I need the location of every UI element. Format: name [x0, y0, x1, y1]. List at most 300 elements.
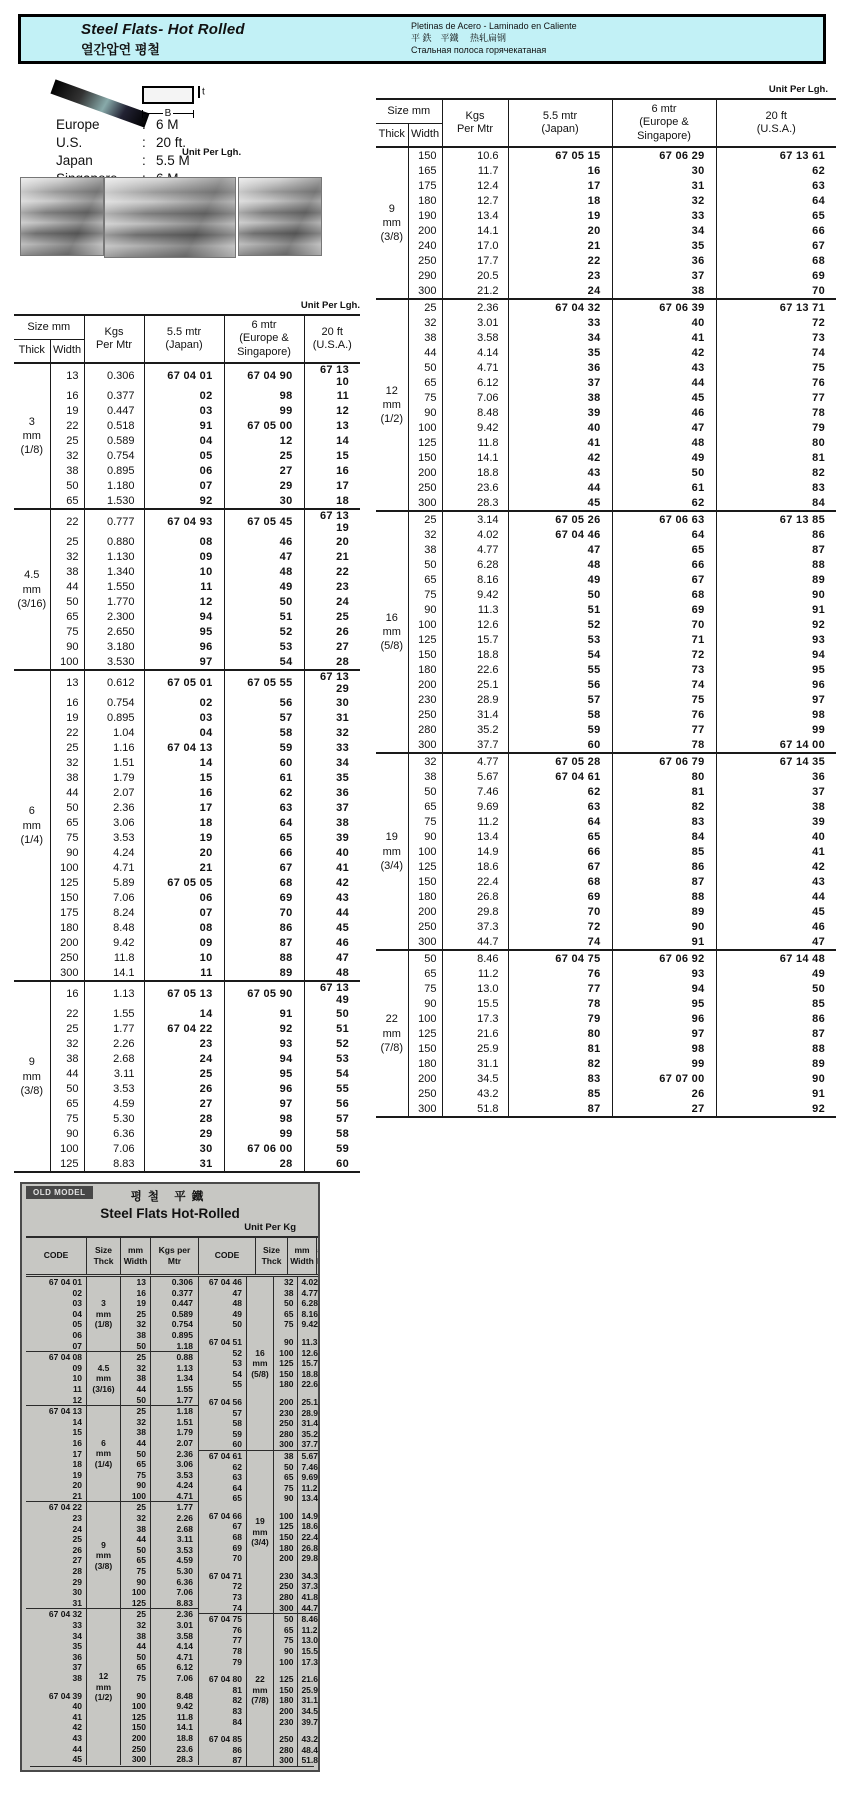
code-cell-japan: 26 [144, 1081, 224, 1096]
width-cell: 90 [283, 1646, 294, 1656]
code-cell-usa: 40 [812, 830, 825, 843]
table-row [14, 875, 360, 890]
spacer [151, 1684, 198, 1691]
width-cell: 25 [50, 740, 84, 755]
code-cell-japan: 82 [508, 1056, 612, 1071]
table-row [14, 785, 360, 800]
code-cell-europe: 84 [612, 829, 716, 844]
header-row [376, 99, 836, 123]
code-column [26, 1406, 87, 1501]
table-row [376, 769, 836, 784]
code-cell-europe: 54 [224, 654, 304, 670]
table-row [14, 448, 360, 463]
code-cell-europe: 45 [612, 390, 716, 405]
width-cell: 65 [283, 1624, 294, 1635]
code-cell-japan: 51 [508, 602, 612, 617]
usa-column-header: 20 ft (U.S.A.) [716, 99, 836, 147]
kgs-per-mtr-cell: 9.42 [442, 420, 508, 435]
table-row [376, 542, 836, 557]
width-cell: 38 [50, 463, 84, 478]
width-cell: 180 [408, 1056, 442, 1071]
width-cell: 180 [408, 193, 442, 208]
table-row [14, 534, 360, 549]
table-row [376, 527, 836, 542]
width-cell: 65 [50, 1096, 84, 1111]
kgs-per-mtr-cell: 2.36 [176, 1609, 193, 1620]
code-cell-japan: 55 [508, 662, 612, 677]
code-cell-japan: 56 [508, 677, 612, 692]
code-cell-japan: 64 [508, 814, 612, 829]
code-cell-japan: 76 [508, 966, 612, 981]
code-cell-europe: 99 [224, 403, 304, 418]
width-cell: 200 [50, 935, 84, 950]
kgs-per-mtr-cell: 11.2 [442, 814, 508, 829]
unit-per-length-label: Unit Per Lgh. [300, 300, 360, 311]
code-cell-usa: 37 [812, 785, 825, 798]
code-cell: 67 04 08 [48, 1352, 82, 1363]
code-cell-japan: 48 [508, 557, 612, 572]
kgs-per-mtr-cell: 11.8 [442, 435, 508, 450]
spacer [199, 1390, 246, 1397]
kgs-per-mtr-cell: 15.5 [442, 996, 508, 1011]
table-row [14, 695, 360, 710]
size-group [199, 1614, 318, 1766]
code-cell-europe: 91 [224, 1006, 304, 1021]
code-cell: 53 [232, 1358, 242, 1369]
code-cell-japan: 65 [508, 829, 612, 844]
kgs-per-mtr-cell: 21.6 [301, 1674, 318, 1685]
code-cell-usa: 26 [336, 625, 349, 638]
code-cell-usa: 79 [812, 421, 825, 434]
kgs-per-mtr-cell: 4.77 [442, 542, 508, 557]
code-cell-japan: 77 [508, 981, 612, 996]
table-row [376, 495, 836, 511]
kgs-per-mtr-cell: 25.1 [301, 1396, 318, 1407]
code-cell: 48 [232, 1298, 242, 1309]
table-row [376, 193, 836, 208]
size-group [199, 1451, 318, 1614]
code-cell-japan: 91 [144, 418, 224, 433]
kgs-per-mtr-cell: 8.24 [84, 905, 144, 920]
list-item [56, 134, 190, 152]
kgs-per-mtr-cell: 28.9 [442, 692, 508, 707]
width-cell: 32 [50, 1036, 84, 1051]
code-cell-japan: 59 [508, 722, 612, 737]
code-cell-europe: 27 [224, 463, 304, 478]
code-cell-usa: 84 [812, 496, 825, 509]
kgs-per-mtr-cell: 43.2 [301, 1734, 318, 1745]
table-row [376, 405, 836, 420]
kgs-per-mtr-cell: 1.550 [84, 579, 144, 594]
spacer [298, 1727, 318, 1734]
steel-flats-photo-3 [238, 177, 322, 256]
code-cell-europe: 31 [612, 178, 716, 193]
width-cell: 300 [279, 1602, 294, 1613]
code-cell-europe: 58 [224, 725, 304, 740]
kgs-per-mtr-cell: 22.4 [442, 874, 508, 889]
table-row [14, 418, 360, 433]
table-row [14, 509, 360, 534]
code-cell-usa: 36 [812, 770, 825, 783]
kgs-per-mtr-cell: 0.880 [84, 534, 144, 549]
table-row [14, 549, 360, 564]
kgs-per-mtr-header: Kgs Per Mtr [84, 315, 144, 363]
code-column [26, 1502, 87, 1608]
kgs-per-mtr-cell: 5.67 [301, 1450, 318, 1461]
code-cell-usa: 20 [336, 535, 349, 548]
width-cell: 90 [408, 602, 442, 617]
code-cell-japan: 67 04 22 [144, 1021, 224, 1036]
kgs-per-mtr-cell: 1.55 [84, 1006, 144, 1021]
code-cell-japan: 21 [144, 860, 224, 875]
width-cell: 200 [408, 1071, 442, 1086]
width-cell: 150 [408, 450, 442, 465]
code-cell-europe: 67 04 90 [224, 363, 304, 388]
code-cell-europe: 49 [224, 579, 304, 594]
kgs-per-mtr-cell: 1.55 [176, 1383, 193, 1394]
spacer [26, 1684, 86, 1691]
table-row [376, 829, 836, 844]
header-line: CODE [214, 1250, 240, 1261]
code-cell-japan: 22 [508, 253, 612, 268]
table-row [376, 147, 836, 163]
kgs-per-mtr-cell: 7.06 [442, 390, 508, 405]
width-cell: 300 [408, 1101, 442, 1117]
spacer [199, 1330, 246, 1337]
code-cell-europe: 26 [612, 1086, 716, 1101]
code-cell: 67 [232, 1521, 242, 1532]
kgs-per-mtr-cell: 5.67 [442, 769, 508, 784]
code-cell: 17 [72, 1448, 82, 1459]
code-cell-usa: 65 [812, 209, 825, 222]
table-row [376, 799, 836, 814]
code-cell-japan: 08 [144, 534, 224, 549]
code-cell-japan: 30 [144, 1141, 224, 1156]
code-cell-europe: 98 [612, 1041, 716, 1056]
code-cell-usa: 76 [812, 376, 825, 389]
code-cell-japan: 74 [508, 934, 612, 950]
kgs-per-mtr-cell: 44.7 [442, 934, 508, 950]
width-cell: 16 [50, 388, 84, 403]
code-cell: 19 [72, 1469, 82, 1480]
kgs-per-mtr-cell: 2.68 [84, 1051, 144, 1066]
code-cell: 28 [72, 1566, 82, 1577]
code-cell-japan: 18 [508, 193, 612, 208]
code-cell: 47 [232, 1287, 242, 1298]
code-cell-japan: 33 [508, 315, 612, 330]
table-row [376, 572, 836, 587]
code-cell: 15 [72, 1427, 82, 1438]
kgs-per-mtr-cell: 14.9 [301, 1510, 318, 1521]
kgs-per-mtr-cell: 11.2 [301, 1482, 318, 1493]
table-row [376, 435, 836, 450]
table-row [14, 624, 360, 639]
kgs-per-mtr-cell: 31.4 [442, 707, 508, 722]
kgs-per-mtr-cell: 3.53 [84, 830, 144, 845]
code-cell-usa: 53 [336, 1052, 349, 1065]
code-cell-usa: 87 [812, 1027, 825, 1040]
code-cell-europe: 50 [612, 465, 716, 480]
code-cell-japan: 18 [144, 815, 224, 830]
code-cell-usa: 67 13 85 [716, 511, 836, 527]
size-group [26, 1502, 199, 1609]
code-cell-usa: 90 [812, 1072, 825, 1085]
table-row [14, 770, 360, 785]
table-header [14, 315, 360, 363]
table-row [14, 800, 360, 815]
kgs-per-mtr-cell: 2.36 [84, 800, 144, 815]
code-cell: 67 04 46 [208, 1277, 242, 1287]
colon: : [142, 153, 146, 168]
width-cell: 250 [50, 950, 84, 965]
code-column [199, 1277, 247, 1450]
kgs-per-mtr-cell: 0.754 [84, 695, 144, 710]
code-cell: 06 [72, 1329, 82, 1340]
code-cell-japan: 03 [144, 710, 224, 725]
width-cell: 50 [50, 800, 84, 815]
code-cell-europe: 69 [612, 602, 716, 617]
old-model-title: Steel Flats Hot-Rolled [100, 1206, 240, 1221]
code-cell-usa: 89 [812, 573, 825, 586]
code-cell-japan: 23 [144, 1036, 224, 1051]
table-row [376, 1071, 836, 1086]
code-cell-europe: 91 [612, 934, 716, 950]
width-cell: 90 [136, 1576, 146, 1587]
kgs-per-mtr-cell: 1.18 [176, 1340, 193, 1351]
kgs-per-mtr-cell: 20.5 [442, 268, 508, 283]
width-cell: 200 [408, 465, 442, 480]
code-cell-usa: 49 [812, 967, 825, 980]
width-column [274, 1614, 298, 1766]
table-row [14, 639, 360, 654]
kgs-column [151, 1277, 199, 1351]
header-line: Width [123, 1256, 148, 1266]
table-row [376, 1056, 836, 1071]
table-row [376, 904, 836, 919]
code-cell-usa: 94 [812, 648, 825, 661]
code-cell-europe: 40 [612, 315, 716, 330]
kgs-per-mtr-cell: 13.4 [442, 829, 508, 844]
code-cell-japan: 53 [508, 632, 612, 647]
width-cell: 50 [283, 1298, 294, 1309]
code-cell-usa: 57 [336, 1112, 349, 1125]
code-cell-europe: 67 05 90 [224, 981, 304, 1006]
code-cell-europe: 61 [612, 480, 716, 495]
code-cell-usa: 39 [812, 815, 825, 828]
code-cell: 41 [72, 1711, 82, 1722]
code-cell-europe: 64 [612, 527, 716, 542]
width-cell: 44 [50, 1066, 84, 1081]
code-cell-usa: 58 [336, 1127, 349, 1140]
code-cell-japan: 68 [508, 874, 612, 889]
kgs-per-mtr-cell: 0.518 [84, 418, 144, 433]
kgs-per-mtr-cell: 4.71 [84, 860, 144, 875]
width-column [121, 1277, 151, 1351]
table-row [376, 1086, 836, 1101]
code-cell-europe: 67 05 45 [224, 509, 304, 534]
width-cell: 25 [136, 1502, 146, 1513]
kgs-per-mtr-cell: 3.530 [84, 654, 144, 670]
kgs-per-mtr-cell: 3.06 [84, 815, 144, 830]
thickness-cell: 3 mm (1/8) [14, 363, 50, 509]
list-item [56, 116, 190, 134]
kgs-column [151, 1406, 199, 1501]
code-cell-japan: 28 [144, 1111, 224, 1126]
code-cell-europe: 47 [612, 420, 716, 435]
code-cell-europe: 65 [612, 542, 716, 557]
code-cell-usa: 67 13 61 [779, 149, 825, 162]
table-row [376, 557, 836, 572]
code-cell-japan: 67 05 01 [144, 670, 224, 695]
kgs-per-mtr-cell: 11.8 [176, 1711, 193, 1722]
code-cell-europe: 67 06 29 [612, 147, 716, 163]
kgs-per-mtr-cell: 5.89 [84, 875, 144, 890]
banner-titles [21, 21, 411, 58]
kgs-per-mtr-cell: 14.1 [176, 1722, 193, 1733]
header-line: mm [294, 1244, 310, 1255]
kgs-per-mtr-cell: 8.48 [176, 1690, 193, 1701]
width-cell: 32 [50, 448, 84, 463]
kgs-per-mtr-cell: 0.306 [171, 1277, 193, 1287]
width-cell: 13 [50, 670, 84, 695]
kgs-per-mtr-cell: 17.7 [442, 253, 508, 268]
width-cell: 300 [408, 934, 442, 950]
width-cell: 25 [50, 534, 84, 549]
table-row [376, 163, 836, 178]
kgs-per-mtr-cell: 7.06 [176, 1672, 193, 1683]
width-cell: 280 [279, 1428, 294, 1439]
code-cell-japan: 19 [508, 208, 612, 223]
kgs-per-mtr-cell: 0.895 [84, 710, 144, 725]
kgs-per-mtr-cell: 7.06 [176, 1587, 193, 1598]
kgs-per-mtr-cell: 21.6 [442, 1026, 508, 1041]
width-cell: 180 [50, 920, 84, 935]
code-cell-japan: 10 [144, 950, 224, 965]
width-cell: 75 [283, 1319, 294, 1330]
width-cell: 32 [50, 549, 84, 564]
kgs-per-mtr-cell: 4.14 [176, 1641, 193, 1652]
code-cell-europe: 67 [612, 572, 716, 587]
code-cell: 18 [72, 1459, 82, 1470]
width-cell: 25 [136, 1609, 146, 1620]
table-row [376, 360, 836, 375]
width-cell: 50 [50, 1081, 84, 1096]
width-cell: 65 [408, 572, 442, 587]
thickness-cell: 4.5 mm (3/16) [14, 509, 50, 670]
code-cell-usa: 91 [812, 1087, 825, 1100]
width-cell: 75 [136, 1566, 146, 1577]
code-cell: 34 [72, 1630, 82, 1641]
table-row [376, 874, 836, 889]
code-cell: 55 [232, 1379, 242, 1390]
kgs-per-mtr-cell: 4.02 [442, 527, 508, 542]
table-row [14, 1111, 360, 1126]
colon: : [142, 117, 146, 132]
code-cell: 67 04 66 [208, 1510, 242, 1521]
code-cell-japan: 35 [508, 345, 612, 360]
width-cell: 38 [408, 542, 442, 557]
table-row [14, 981, 360, 1006]
steel-flats-photo-2 [104, 177, 236, 258]
code-cell-usa: 69 [812, 269, 825, 282]
kgs-per-mtr-cell: 9.42 [301, 1319, 318, 1330]
old-model-header [26, 1238, 318, 1277]
kgs-per-mtr-cell: 0.377 [171, 1287, 193, 1298]
japan-column-header: 5.5 mtr (Japan) [508, 99, 612, 147]
width-cell: 90 [136, 1690, 146, 1701]
kgs-per-mtr-cell: 10.6 [442, 147, 508, 163]
code-cell-europe: 89 [224, 965, 304, 981]
width-cell: 44 [50, 579, 84, 594]
kgs-per-mtr-cell: 13.0 [301, 1635, 318, 1646]
width-label: B [164, 108, 172, 119]
code-cell-japan: 14 [144, 1006, 224, 1021]
kgs-per-mtr-cell: 37.7 [442, 737, 508, 753]
code-cell-usa: 44 [336, 906, 349, 919]
width-cell: 200 [131, 1732, 146, 1743]
code-cell-usa: 45 [812, 905, 825, 918]
code-cell-europe: 74 [612, 677, 716, 692]
code-cell: 45 [72, 1754, 82, 1765]
width-column [274, 1451, 298, 1613]
table-row [14, 493, 360, 509]
code-cell-japan: 24 [144, 1051, 224, 1066]
kgs-per-mtr-cell: 23.6 [176, 1743, 193, 1754]
table-row [376, 753, 836, 769]
width-cell: 100 [50, 1141, 84, 1156]
table-row [376, 814, 836, 829]
width-cell: 32 [136, 1362, 146, 1373]
code-cell-usa: 98 [812, 708, 825, 721]
width-cell: 32 [136, 1416, 146, 1427]
kgs-per-mtr-cell: 15.7 [442, 632, 508, 647]
europe-singapore-column-header: 6 mtr (Europe & Singapore) [224, 315, 304, 363]
width-cell: 125 [408, 435, 442, 450]
code-cell-europe: 98 [224, 388, 304, 403]
width-cell: 38 [136, 1523, 146, 1534]
code-cell-europe: 68 [224, 875, 304, 890]
code-cell-japan: 23 [508, 268, 612, 283]
width-cell: 240 [408, 238, 442, 253]
kgs-per-mtr-cell: 1.77 [84, 1021, 144, 1036]
table-row [376, 238, 836, 253]
code-cell-europe: 83 [612, 814, 716, 829]
code-cell: 64 [232, 1482, 242, 1493]
kgs-per-mtr-cell: 28.3 [442, 495, 508, 511]
kgs-per-mtr-cell: 41.8 [301, 1592, 318, 1603]
header-row [14, 315, 360, 339]
code-cell: 67 04 01 [48, 1277, 82, 1287]
width-cell: 200 [408, 223, 442, 238]
kgs-per-mtr-cell: 34.3 [301, 1570, 318, 1581]
code-cell-usa: 66 [812, 224, 825, 237]
code-cell-usa: 95 [812, 663, 825, 676]
kgs-per-mtr-cell: 9.42 [84, 935, 144, 950]
code-cell-europe: 94 [612, 981, 716, 996]
code-cell: 11 [73, 1383, 82, 1394]
table-row [14, 1096, 360, 1111]
code-cell-japan: 11 [144, 579, 224, 594]
table-row [14, 594, 360, 609]
page-title: Steel Flats- Hot Rolled [81, 20, 245, 38]
code-cell-usa: 88 [812, 1042, 825, 1055]
code-cell-europe: 69 [224, 890, 304, 905]
code-cell-europe: 98 [224, 1111, 304, 1126]
code-cell-japan: 17 [144, 800, 224, 815]
code-cell: 79 [232, 1656, 242, 1667]
kgs-per-mtr-cell: 4.71 [176, 1490, 193, 1501]
code-cell-europe: 25 [224, 448, 304, 463]
